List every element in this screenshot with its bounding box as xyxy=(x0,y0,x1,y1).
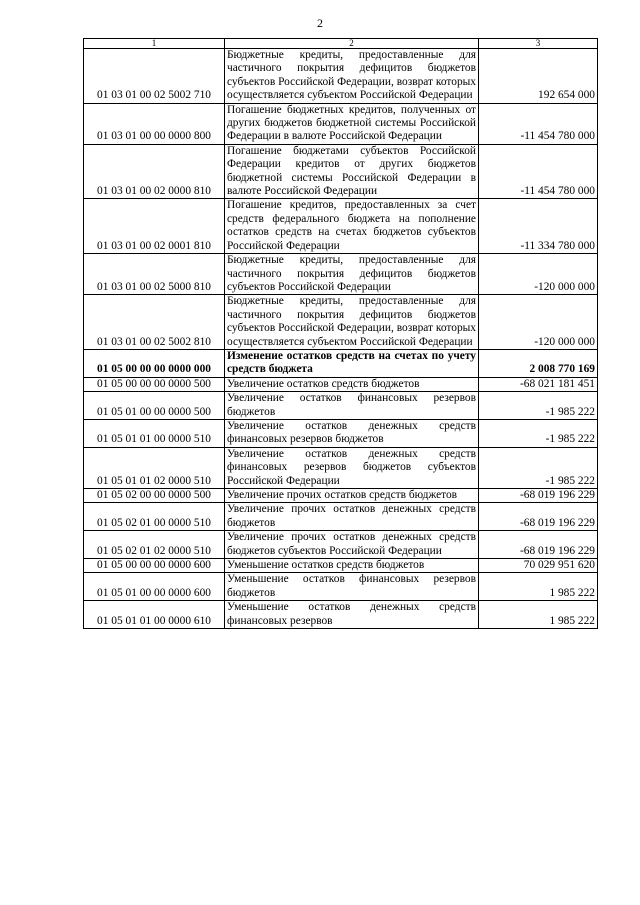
row-description: Увеличение прочих остатков денежных средств бюджетов xyxy=(225,503,479,531)
table-row xyxy=(84,447,598,488)
classification-code: 01 05 00 00 00 0000 000 xyxy=(84,349,225,377)
classification-code: 01 03 01 00 02 0000 810 xyxy=(84,144,225,199)
classification-code: 01 05 00 00 00 0000 600 xyxy=(84,559,225,573)
row-description: Увеличение остатков денежных средств финансовых резервов бюджетов субъектов Российской Федерации xyxy=(225,447,479,488)
table-row xyxy=(84,489,598,503)
column-number-row xyxy=(84,39,598,49)
classification-code: 01 05 01 01 02 0000 510 xyxy=(84,447,225,488)
classification-code: 01 03 01 00 02 5000 810 xyxy=(84,254,225,295)
classification-code: 01 05 01 00 00 0000 600 xyxy=(84,573,225,601)
row-amount: -1 985 222 xyxy=(479,447,598,488)
row-description: Погашение бюджетами субъектов Российской Федерации кредитов от других бюджетов бюджетной системы Российской Федерации в валюте Российской Федерации xyxy=(225,144,479,199)
table-row xyxy=(84,503,598,531)
table-row xyxy=(84,254,598,295)
budget-table-body xyxy=(84,39,598,629)
row-amount: -11 334 780 000 xyxy=(479,199,598,254)
column-number-1: 1 xyxy=(84,39,225,49)
row-description: Изменение остатков средств на счетах по учету средств бюджета xyxy=(225,349,479,377)
table-row xyxy=(84,601,598,629)
table-row xyxy=(84,392,598,420)
classification-code: 01 03 01 00 00 0000 800 xyxy=(84,103,225,144)
row-description: Уменьшение остатков финансовых резервов бюджетов xyxy=(225,573,479,601)
classification-code: 01 05 01 01 00 0000 510 xyxy=(84,419,225,447)
page-number: 2 xyxy=(317,16,323,30)
row-description: Бюджетные кредиты, предоставленные для частичного покрытия дефицитов бюджетов субъектов Российской Федерации, возврат которых осуществляется субъектом Российской Федерации xyxy=(225,295,479,350)
classification-code: 01 03 01 00 02 0001 810 xyxy=(84,199,225,254)
row-amount: -120 000 000 xyxy=(479,295,598,350)
row-amount: 2 008 770 169 xyxy=(479,349,598,377)
table-row xyxy=(84,419,598,447)
row-amount: -11 454 780 000 xyxy=(479,144,598,199)
row-description: Погашение бюджетных кредитов, полученных от других бюджетов бюджетной системы Российской Федерации в валюте Российской Федерации xyxy=(225,103,479,144)
table-row xyxy=(84,349,598,377)
table-row xyxy=(84,559,598,573)
row-description: Бюджетные кредиты, предоставленные для частичного покрытия дефицитов бюджетов субъектов Российской Федерации xyxy=(225,254,479,295)
table-row xyxy=(84,377,598,391)
table-row xyxy=(84,573,598,601)
row-amount: 1 985 222 xyxy=(479,573,598,601)
classification-code: 01 05 02 00 00 0000 500 xyxy=(84,489,225,503)
classification-code: 01 03 01 00 02 5002 810 xyxy=(84,295,225,350)
row-description: Увеличение прочих остатков средств бюджетов xyxy=(225,489,479,503)
table-row xyxy=(84,103,598,144)
row-amount: -68 019 196 229 xyxy=(479,489,598,503)
row-amount: -120 000 000 xyxy=(479,254,598,295)
row-amount: 70 029 951 620 xyxy=(479,559,598,573)
classification-code: 01 05 01 00 00 0000 500 xyxy=(84,392,225,420)
row-description: Увеличение остатков денежных средств финансовых резервов бюджетов xyxy=(225,419,479,447)
row-amount: -68 019 196 229 xyxy=(479,531,598,559)
table-row xyxy=(84,49,598,104)
row-description: Увеличение остатков средств бюджетов xyxy=(225,377,479,391)
row-amount: 1 985 222 xyxy=(479,601,598,629)
row-amount: -68 019 196 229 xyxy=(479,503,598,531)
classification-code: 01 03 01 00 02 5002 710 xyxy=(84,49,225,104)
row-description: Бюджетные кредиты, предоставленные для частичного покрытия дефицитов бюджетов субъектов Российской Федерации, возврат которых осуществляется субъектом Российской Федерации xyxy=(225,49,479,104)
table-row xyxy=(84,531,598,559)
table-row xyxy=(84,295,598,350)
row-description: Уменьшение остатков средств бюджетов xyxy=(225,559,479,573)
row-amount: 192 654 000 xyxy=(479,49,598,104)
table-row xyxy=(84,144,598,199)
classification-code: 01 05 00 00 00 0000 500 xyxy=(84,377,225,391)
row-amount: -11 454 780 000 xyxy=(479,103,598,144)
column-number-3: 3 xyxy=(479,39,598,49)
row-description: Увеличение прочих остатков денежных средств бюджетов субъектов Российской Федерации xyxy=(225,531,479,559)
classification-code: 01 05 02 01 00 0000 510 xyxy=(84,503,225,531)
budget-table xyxy=(83,38,598,629)
row-description: Погашение кредитов, предоставленных за счет средств федерального бюджета на пополнение остатков средств на счетах бюджетов субъектов Российской Федерации xyxy=(225,199,479,254)
table-row xyxy=(84,199,598,254)
row-description: Увеличение остатков финансовых резервов бюджетов xyxy=(225,392,479,420)
row-amount: -1 985 222 xyxy=(479,419,598,447)
classification-code: 01 05 01 01 00 0000 610 xyxy=(84,601,225,629)
classification-code: 01 05 02 01 02 0000 510 xyxy=(84,531,225,559)
row-amount: -1 985 222 xyxy=(479,392,598,420)
column-number-2: 2 xyxy=(225,39,479,49)
row-amount: -68 021 181 451 xyxy=(479,377,598,391)
row-description: Уменьшение остатков денежных средств финансовых резервов xyxy=(225,601,479,629)
